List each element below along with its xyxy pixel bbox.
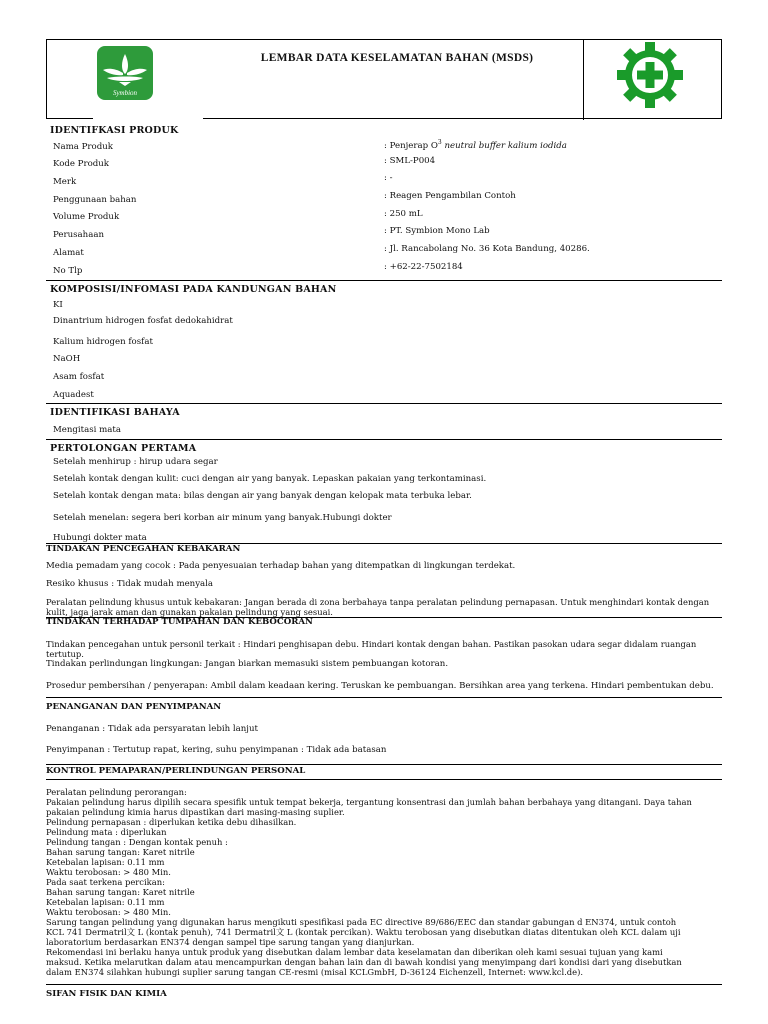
section-divider xyxy=(46,403,722,404)
section-heading-kontrol: KONTROL PEMAPARAN/PERLINDUNGAN PERSONAL xyxy=(46,766,306,776)
penanganan-text: Penanganan : Tidak ada persyaratan lebih lanjut xyxy=(46,724,258,734)
section-heading-identifikasi-produk: IDENTIFKASI PRODUK xyxy=(50,125,179,136)
komposisi-item: Kalium hidrogen fosfat xyxy=(53,337,153,347)
section-heading-identifikasi-bahaya: IDENTIFIKASI BAHAYA xyxy=(50,407,180,418)
tumpahan-personil: Tindakan pencegahan untuk personil terkait : Hindari penghisapan debu. Hindari kontak dengan bahan. Pastikan pasokan udara segar didalam ruangan tertutup. xyxy=(46,639,697,659)
section-divider xyxy=(46,697,722,698)
pertolongan-item: Setelah kontak dengan mata: bilas dengan air yang banyak dengan kelopak mata terbuka lebar. xyxy=(53,491,472,501)
safety-gear-icon xyxy=(615,40,685,110)
pertolongan-item: Hubungi dokter mata xyxy=(53,533,147,543)
section-divider xyxy=(46,280,722,281)
label-volume-produk: Volume Produk xyxy=(53,212,120,222)
pertolongan-item: Setelah menelan: segera beri korban air minum yang banyak.Hubungi dokter xyxy=(53,513,392,523)
section-heading-tumpahan: TINDAKAN TERHADAP TUMPAHAN DAN KEBOCORAN xyxy=(46,617,313,627)
kontrol-line: dalam EN374 silahkan hubungi suplier sarung tangan CE-resmi (misal KCLGmbH, D-36124 Eichenzell, Internet: www.kcl.de). xyxy=(46,967,584,977)
kontrol-line: Pada saat terkena percikan: xyxy=(46,877,165,887)
pertolongan-item: Setelah kontak dengan kulit: cuci dengan air yang banyak. Lepaskan pakaian yang terkontaminasi. xyxy=(53,474,487,484)
kontrol-line: pakaian pelindung kimia harus dipastikan dari masing-masing suplier. xyxy=(46,807,345,817)
document-title: LEMBAR DATA KESELAMATAN BAHAN (MSDS) xyxy=(260,52,534,64)
value-no-tlp: : +62-22-7502184 xyxy=(384,262,463,272)
kontrol-line: KCL 741 Dermatril文 L (kontak penuh), 741 Dermatril文 L (kontak percikan). Waktu terobosan yang disebutkan diatas ditentukan oleh KCL dalam uji xyxy=(46,927,681,937)
penyimpanan-text: Penyimpanan : Tertutup rapat, kering, suhu penyimpanan : Tidak ada batasan xyxy=(46,745,387,755)
value-alamat: : Jl. Rancabolang No. 36 Kota Bandung, 40286. xyxy=(384,244,590,254)
tumpahan-prosedur: Prosedur pembersihan / penyerapan: Ambil dalam keadaan kering. Teruskan ke pembuangan. Bersihkan area yang terkena. Hindari pembentukan debu. xyxy=(46,681,714,691)
value-perusahaan: : PT. Symbion Mono Lab xyxy=(384,226,490,236)
section-heading-kebakaran: TINDAKAN PENCEGAHAN KEBAKARAN xyxy=(46,544,241,554)
section-heading-penanganan: PENANGANAN DAN PENYIMPANAN xyxy=(46,702,222,712)
tumpahan-lingkungan: Tindakan perlindungan lingkungan: Jangan biarkan memasuki sistem pembuangan kotoran. xyxy=(46,659,449,669)
komposisi-item: Aquadest xyxy=(53,390,94,400)
kebakaran-resiko: Resiko khusus : Tidak mudah menyala xyxy=(46,579,214,589)
kontrol-body xyxy=(46,787,722,977)
label-perusahaan: Perusahaan xyxy=(53,230,104,240)
value-merk: : - xyxy=(384,173,393,183)
kontrol-line: Sarung tangan pelindung yang digunakan harus mengikuti spesifikasi pada EC directive 89/686/EEC dan standar gabungan d EN374, untuk contoh xyxy=(46,917,677,927)
kontrol-line: Pakaian pelindung harus dipilih secara spesifik untuk tempat bekerja, tergantung konsentrasi dan jumlah bahan berbahaya yang ditangani. Daya tahan xyxy=(46,797,692,807)
value-volume-produk: : 250 mL xyxy=(384,209,423,219)
kontrol-line: Bahan sarung tangan: Karet nitrile xyxy=(46,887,195,897)
value-kode-produk: : SML-P004 xyxy=(384,156,436,166)
bahaya-item: Mengitasi mata xyxy=(53,425,121,435)
kontrol-line: Waktu terobosan: > 480 Min. xyxy=(46,867,171,877)
komposisi-item: KI xyxy=(53,300,63,310)
header-box xyxy=(46,39,722,119)
section-heading-sifat: SIFAN FISIK DAN KIMIA xyxy=(46,989,167,999)
kontrol-line: maksud. Ketika melarutkan dalam atau mencampurkan dengan bahan lain dan di bawah kondisi yang menyimpang dari kondisi dari yang disebutkan xyxy=(46,957,682,967)
value-nama-produk: : Penjerap $O^3$ neutral buffer kalium iodida xyxy=(384,139,567,151)
kontrol-line: laboratorium berdasarkan EN374 dengan sampel tipe sarung tangan yang dianjurkan. xyxy=(46,937,415,947)
kontrol-line: Pelindung pernapasan : diperlukan ketika debu dihasilkan. xyxy=(46,817,297,827)
kontrol-line: Ketebalan lapisan: 0.11 mm xyxy=(46,857,165,867)
label-no-tlp: No Tlp xyxy=(53,266,83,276)
kontrol-line: Waktu terobosan: > 480 Min. xyxy=(46,907,171,917)
pertolongan-item: Setelah menhirup : hirup udara segar xyxy=(53,457,218,467)
komposisi-item: NaOH xyxy=(53,354,81,364)
komposisi-item: Asam fosfat xyxy=(53,372,105,382)
komposisi-item: Dinantrium hidrogen fosfat dedokahidrat xyxy=(53,316,233,326)
kontrol-line: Pelindung mata : diperlukan xyxy=(46,827,167,837)
kebakaran-media: Media pemadam yang cocok : Pada penyesuaian terhadap bahan yang ditempatkan di lingkungan terdekat. xyxy=(46,561,516,571)
kontrol-line: Bahan sarung tangan: Karet nitrile xyxy=(46,847,195,857)
header-divider xyxy=(583,40,584,120)
kebakaran-peralatan: Peralatan pelindung khusus untuk kebakaran: Jangan berada di zona berbahaya tanpa peralatan pelindung pernapasan. Untuk menghindari kontak dengan kulit, jaga jarak aman dan gunakan pakaian pelindung yang sesuai. xyxy=(46,597,710,617)
value-penggunaan-bahan: : Reagen Pengambilan Contoh xyxy=(384,191,516,201)
label-nama-produk: Nama Produk xyxy=(53,142,113,152)
label-penggunaan-bahan: Penggunaan bahan xyxy=(53,195,137,205)
section-divider xyxy=(46,439,722,440)
symbion-logo xyxy=(93,40,203,120)
kontrol-line: Pelindung tangan : Dengan kontak penuh : xyxy=(46,837,228,847)
kontrol-line: Rekomendasi ini berlaku hanya untuk produk yang disebutkan dalam lembar data keselamatan dan diberikan oleh kami sesuai tujuan yang kami xyxy=(46,947,663,957)
svg-text:Symbion: Symbion xyxy=(112,89,138,97)
section-heading-komposisi: KOMPOSISI/INFOMASI PADA KANDUNGAN BAHAN xyxy=(50,284,337,295)
label-kode-produk: Kode Produk xyxy=(53,159,109,169)
section-divider xyxy=(46,984,722,985)
kontrol-line: Ketebalan lapisan: 0.11 mm xyxy=(46,897,165,907)
section-heading-pertolongan: PERTOLONGAN PERTAMA xyxy=(50,443,197,454)
section-divider xyxy=(46,764,722,765)
section-divider xyxy=(46,779,722,780)
label-alamat: Alamat xyxy=(53,248,84,258)
label-merk: Merk xyxy=(53,177,77,187)
kontrol-line: Peralatan pelindung perorangan: xyxy=(46,787,187,797)
